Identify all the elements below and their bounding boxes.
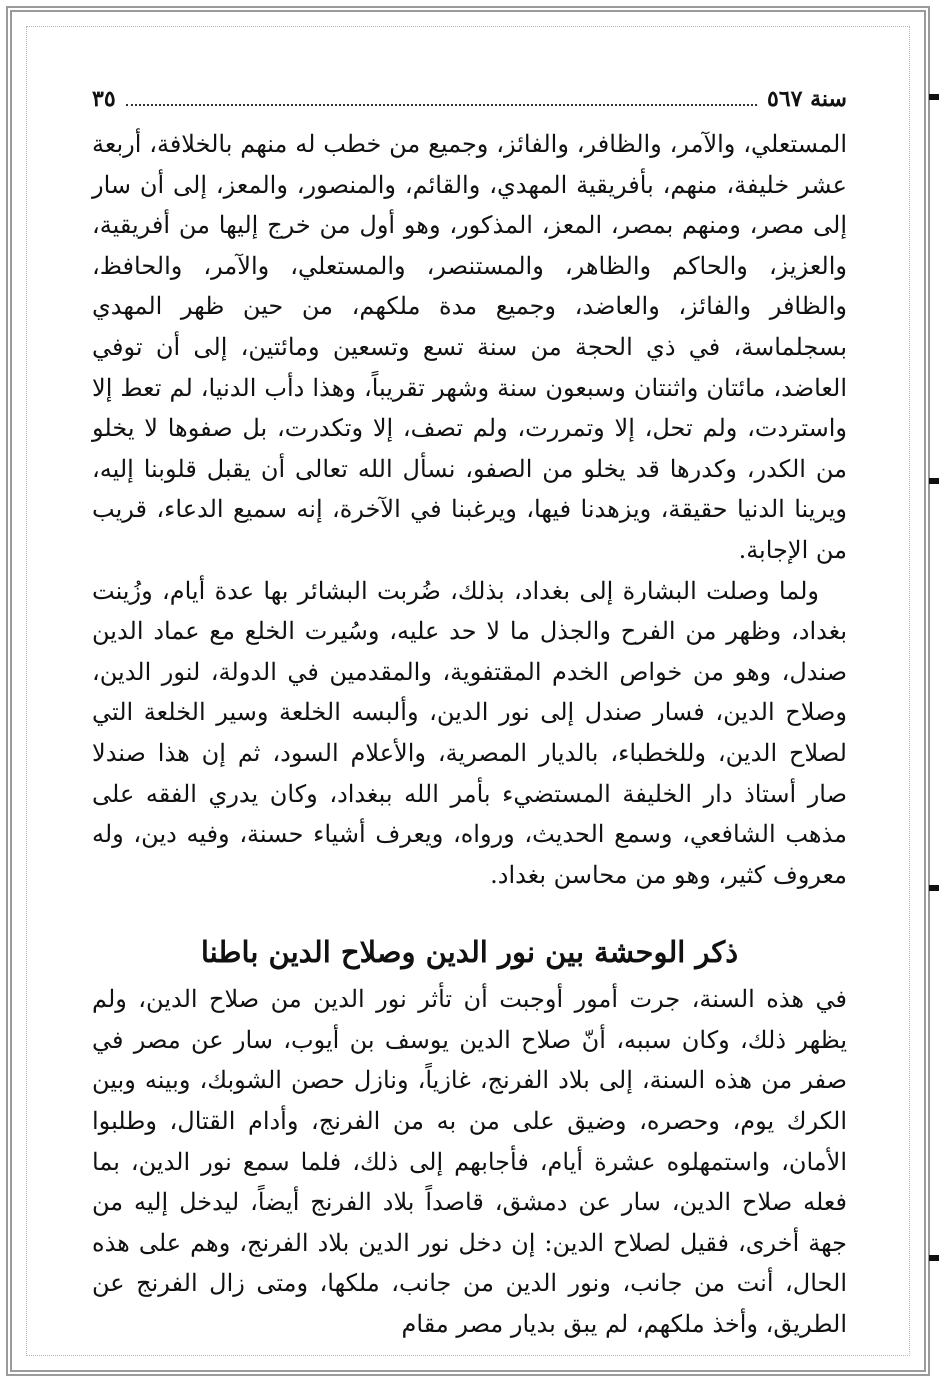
book-page [92, 86, 848, 1339]
body-paragraph: في هذه السنة، جرت أمور أوجبت أن تأثر نور الدين من صلاح الدين، ولم يظهر ذلك، وكان سببه، أنّ صلاح الدين يوسف بن أيوب، سار عن مصر في صفر من هذه السنة، إلى بلاد الفرنج، غازياً، ونازل حصن الشوبك، وبينه وبين الكرك يوم، وحصره، وضيق على من به من الفرنج، وأدام القتال، وطلبوا الأمان، واستمهلوه عشرة أيام، فأجابهم إلى ذلك، فلما سمع نور الدين، بما فعله صلاح الدين، سار عن دمشق، قاصداً بلاد الفرنج أيضاً، ليدخل إليه من جهة أخرى، فقيل لصلاح الدين: إن دخل نور الدين بلاد الفرنج، وهم على هذه الحال، أنت من جانب، ونور الدين من جانب، ملكها، ومتى زال الفرنج عن الطريق، وأخذ ملكهم، لم يبق بديار مصر مقام [92, 985, 848, 1339]
edge-tab-mark [929, 885, 939, 891]
body-paragraph: المستعلي، والآمر، والظافر، والفائز، وجميع من خطب له منهم بالخلافة، أربعة عشر خليفة، منهم، بأفريقية المهدي، والقائم، والمنصور، والمعز، إلى أن سار إلى مصر، ومنهم بمصر، المعز، المذكور، وهو أول من خرج إليها من أفريقية، والعزيز، والحاكم والظاهر، والمستنصر، والمستعلي، والآمر، والحافظ، والظافر والفائز، والعاضد، وجميع مدة ملكهم، من حين ظهر المهدي بسجلماسة، في ذي الحجة من سنة تسع وتسعين ومائتين، إلى أن توفي العاضد، مائتان واثنتان وسبعون سنة وشهر تقريباً، وهذا دأب الدنيا، لم تعط إلا واستردت، ولم تحل، إلا وتمررت، ولم تصف، إلا وتكدرت، بل صفوها لا يخلو من الكدر، وكدرها قد يخلو من الصفو، نسأل الله تعالى أن يقبل قلوبنا إليه، ويرينا الدنيا حقيقة، ويزهدنا فيها، ويرغبنا في الآخرة، إنه سميع الدعاء، قريب من الإجابة. [92, 130, 847, 564]
edge-tab-mark [929, 94, 939, 100]
edge-tab-mark [929, 1255, 939, 1261]
running-title: سنة ٥٦٧ [767, 86, 847, 112]
edge-tab-mark [929, 478, 939, 484]
leader-dots [126, 92, 757, 106]
page-number: ٣٥ [92, 86, 116, 112]
section-heading: ذكر الوحشة بين نور الدين وصلاح الدين باطنا [200, 935, 739, 970]
running-head [92, 86, 847, 124]
body-paragraph: ولما وصلت البشارة إلى بغداد، بذلك، ضُربت البشائر بها عدة أيام، وزُينت بغداد، وظهر من الفرح والجذل ما لا حد عليه، وسُيرت الخلع مع عماد الدين صندل، وهو من خواص الخدم المقتفوية، والمقدمين في الدولة، لنور الدين، وصلاح الدين، فسار صندل إلى نور الدين، وألبسه الخلعة وسير الخلعة التي لصلاح الدين، وللخطباء، بالديار المصرية، والأعلام السود، ثم إن هذا صندلا صار أستاذ دار الخليفة المستضيء بأمر الله ببغداد، وكان يدري الفقه على مذهب الشافعي، وسمع الحديث، ورواه، ويعرف أشياء حسنة، وفيه دين، وله معروف كثير، وهو من محاسن بغداد. [92, 576, 847, 889]
